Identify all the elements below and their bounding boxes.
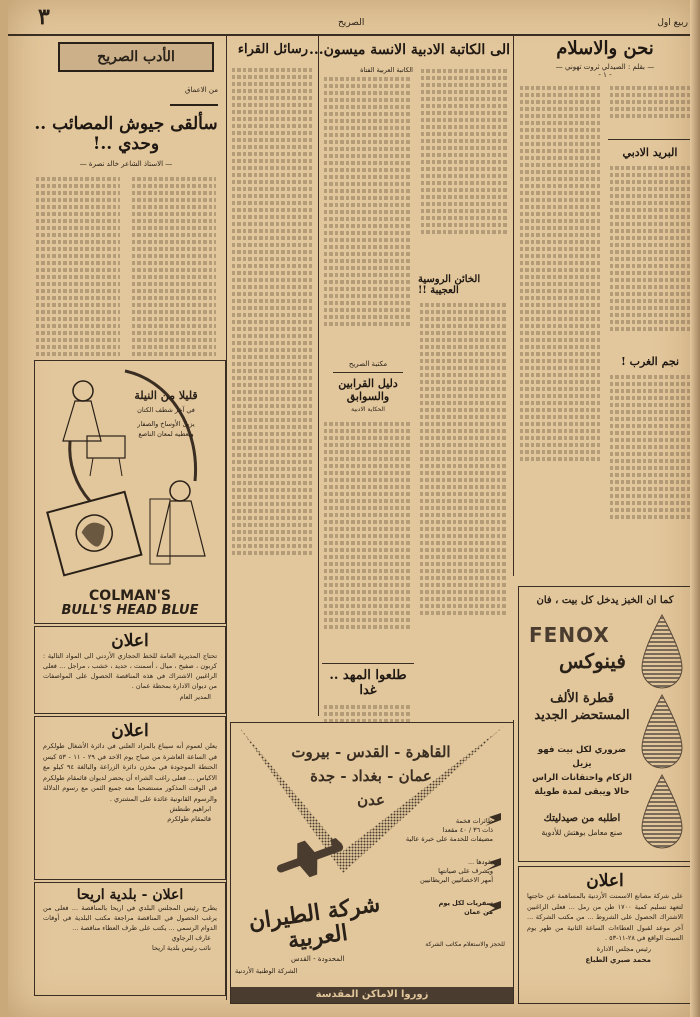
feature-line: يقودها ... <box>467 858 493 866</box>
library-box <box>322 360 414 732</box>
section-title: طلعوا المهد .. غدا <box>329 668 407 698</box>
poem-author: — الاستاذ الشاعر خالد نصرة — <box>79 159 173 168</box>
ad-headline: قليلا من النيلة <box>134 389 198 402</box>
article-continued <box>418 300 510 710</box>
notice-body: يطرح رئيس المجلس البلدي في اريحا بالمناقصة ... فعلى من يرغب الحصول في المناقصة مراجعة مكتب البلدية في أوقات الدوام الرسمي ... يكتب على ظرف العطاء مناقصة ... <box>43 904 217 932</box>
column-divider <box>318 36 319 716</box>
notice-signature-name: ابراهيم طنطش <box>169 805 211 813</box>
section-title: الخائن الروسية العجيبة !! <box>418 274 481 296</box>
newspaper-name: الصريح <box>338 18 365 28</box>
feature-line: من عمان <box>464 908 493 916</box>
article-intro <box>608 83 692 133</box>
divider <box>170 104 218 106</box>
article-title: الى الكاتبة الادبية الانسة ميسون... <box>309 42 510 58</box>
brand-arabic: فينوكس <box>559 649 626 673</box>
feature-line: سفريات لكل يوم <box>438 899 493 907</box>
feature-line: ذات ٣٦ / ٤٠ مقعدا <box>442 826 493 834</box>
subhead: نجم الغرب ! <box>620 355 680 368</box>
letters-body <box>230 65 316 705</box>
ad-line: في آخر شطف الكتان <box>137 406 195 414</box>
feature-line: مضيفات للخدمة على خبرة عالية <box>405 835 493 843</box>
ad-body-line: حالا ويبقى لمدة طويلة <box>534 787 630 797</box>
subhead: البريد الادبي <box>622 146 678 159</box>
article-title: نحن والاسلام <box>556 38 654 59</box>
notice-body: يعلن لعموم أنه سيباع بالمزاد العلني في دائرة الأشغال طولكرم في الساعة العاشرة من صباح يوم الاحد في ٢٩ - ١١ - ٥٣ كيس الحنطة الموجودة في مخزن دائرة الزراعة والبالغة ٩٤ كيلو مع الاكياس ... فعلى راغب الشراء أن يحضر لديوان قائمقام طولكرم في الوقت المذكور مستصحبا معه جميع الثمن مع رسوم الدلالة والرسوم القانونية عائدة على المشتري . <box>43 742 218 803</box>
page-header <box>8 0 696 36</box>
brand-line-2: BULL'S HEAD BLUE <box>61 603 199 618</box>
column-divider <box>226 36 227 726</box>
article-body <box>518 83 602 563</box>
section-title: رسائل القراء <box>237 42 309 57</box>
notice-signature: المدير العام <box>179 693 211 701</box>
footer-banner: زوروا الاماكن المقدسة <box>231 987 513 1003</box>
maker-line: صنع معامل بوهتش للأدوية <box>541 828 623 837</box>
brand-line-1: COLMAN'S <box>89 588 171 604</box>
drop-icon <box>637 613 687 853</box>
page-edge-shadow <box>690 0 700 1017</box>
page-number: ٣ <box>38 4 50 30</box>
source-note: من الاعماق <box>184 86 218 94</box>
article-body-left <box>322 74 413 374</box>
masthead-label: الأدب الصريح <box>97 49 175 65</box>
route-line: عمان - بغداد - جدة <box>310 767 432 785</box>
divider <box>333 372 403 373</box>
notice-title: اعلان <box>111 631 149 651</box>
subhead-body <box>608 163 692 353</box>
notice-tulkarm-auction <box>34 716 226 880</box>
column-islam-article <box>518 36 692 563</box>
column-divider <box>226 720 227 1000</box>
notice-body: تحتاج المديرية العامة للخط الحجازي الأردني الى المواد التالية : كربون ، صفيح ، ميال ، أسمنت ، حديد ، خشب ، مراجل ... فعلى الراغبين الاشتراك في هذه المناقصة الحصول على المواصفات من ديوان الادارة بمحطة عمان . <box>43 652 217 690</box>
route-line: عدن <box>357 791 385 809</box>
book-title: دليل القرابين والسوابق <box>338 377 398 403</box>
colmans-bulls-head-blue-ad <box>34 360 226 624</box>
ad-body-line: ضروري لكل بيت فهو يزيل <box>537 745 627 769</box>
notice-title: اعلان <box>586 871 624 891</box>
literary-masthead <box>58 42 214 72</box>
article-byline: — بقلم : الصيدلي ثروت تهوني — <box>555 63 655 71</box>
order-line: اطلبه من صيدليتك <box>543 813 621 824</box>
feature-line: ويشرف على صيانتها <box>438 867 493 875</box>
contact-line: للحجز والاستعلام مكاتب الشركة <box>425 941 505 948</box>
poem-column-left <box>34 174 122 374</box>
column-letter-to-maysoun <box>309 36 510 296</box>
column-literary <box>30 36 222 374</box>
notice-title: اعلان - بلدية اريحا <box>76 887 184 903</box>
ad-top-line: كما ان الخبز يدخل كل بيت ، فان <box>536 595 674 606</box>
ad-line: ويعطيه لمعان الناصع <box>138 430 194 438</box>
divider <box>322 663 414 664</box>
notice-signature-title: قائمقام طولكرم <box>167 815 211 823</box>
tagline: المستحضر الجديد <box>534 708 630 723</box>
poem-column-right <box>130 174 218 374</box>
library-label: مكتبة الصريح <box>348 360 388 368</box>
article-part: - ١ - <box>598 71 612 79</box>
notice-signature-title: رئيس مجلس الادارة <box>596 944 651 953</box>
issue-date: ربيع اول <box>657 18 688 28</box>
notice-signature-name: محمد صبري الطباع <box>585 955 651 964</box>
company-sub: المحدودة - القدس <box>291 955 345 963</box>
notice-hejaz-railway <box>34 626 226 714</box>
article-subtitle: الكاتبة العربية الفتاة <box>360 66 413 74</box>
partner-line: الشركة الوطنية الأردنية <box>235 967 298 975</box>
feature-line: أمهر الاخصائيين البريطانيين <box>420 876 493 884</box>
book-subtitle: الحكاية الادبية <box>351 406 385 413</box>
ad-line: يزيل الأوساخ والصفار <box>137 420 195 428</box>
ad-body-line: الزكام واحتقانات الراس <box>532 773 632 783</box>
notice-cement-company <box>518 866 692 1004</box>
brand-latin: FENOX <box>529 623 610 647</box>
notice-signature-title: نائب رئيس بلدية اريحا <box>152 944 211 952</box>
feature-line: طائرات فخمة <box>455 817 493 825</box>
company-name: شركة الطيران العربية <box>246 891 382 954</box>
column-divider <box>513 36 514 576</box>
fenox-nasal-drops-ad <box>518 586 692 862</box>
tagline: قطرة الألف <box>550 691 614 706</box>
notice-title: اعلان <box>111 721 149 741</box>
poem-verses <box>30 174 222 374</box>
divider <box>608 139 692 140</box>
newspaper-page <box>8 0 696 1017</box>
article-body-right <box>419 66 510 256</box>
subhead-body <box>608 372 692 542</box>
poem-title: سألقى جيوش المصائب .. وحدي ..! <box>34 113 218 154</box>
notice-jericho-municipality <box>34 882 226 996</box>
notice-body: على شركة مصانع الاسمنت الأردنية بالمساهمة عن حاجتها لتعهد تسليم كمية ١٧٠٠ طن من رمل ... فعلى الراغبين الاشتراك الحصول على الشروط ... من مكتب الشركة ... آخر موعد لقبول العطاءات الساعة الثانية من ظهر يوم السبت الواقع في ٢٨-١١-٥٣ . <box>527 892 684 942</box>
column-readers-letters <box>230 36 316 705</box>
arab-airways-ad <box>230 722 514 1004</box>
route-line: القاهرة - القدس - بيروت <box>291 743 451 761</box>
library-body <box>322 419 414 659</box>
notice-signature-name: عارف الرجاوي <box>171 934 211 942</box>
